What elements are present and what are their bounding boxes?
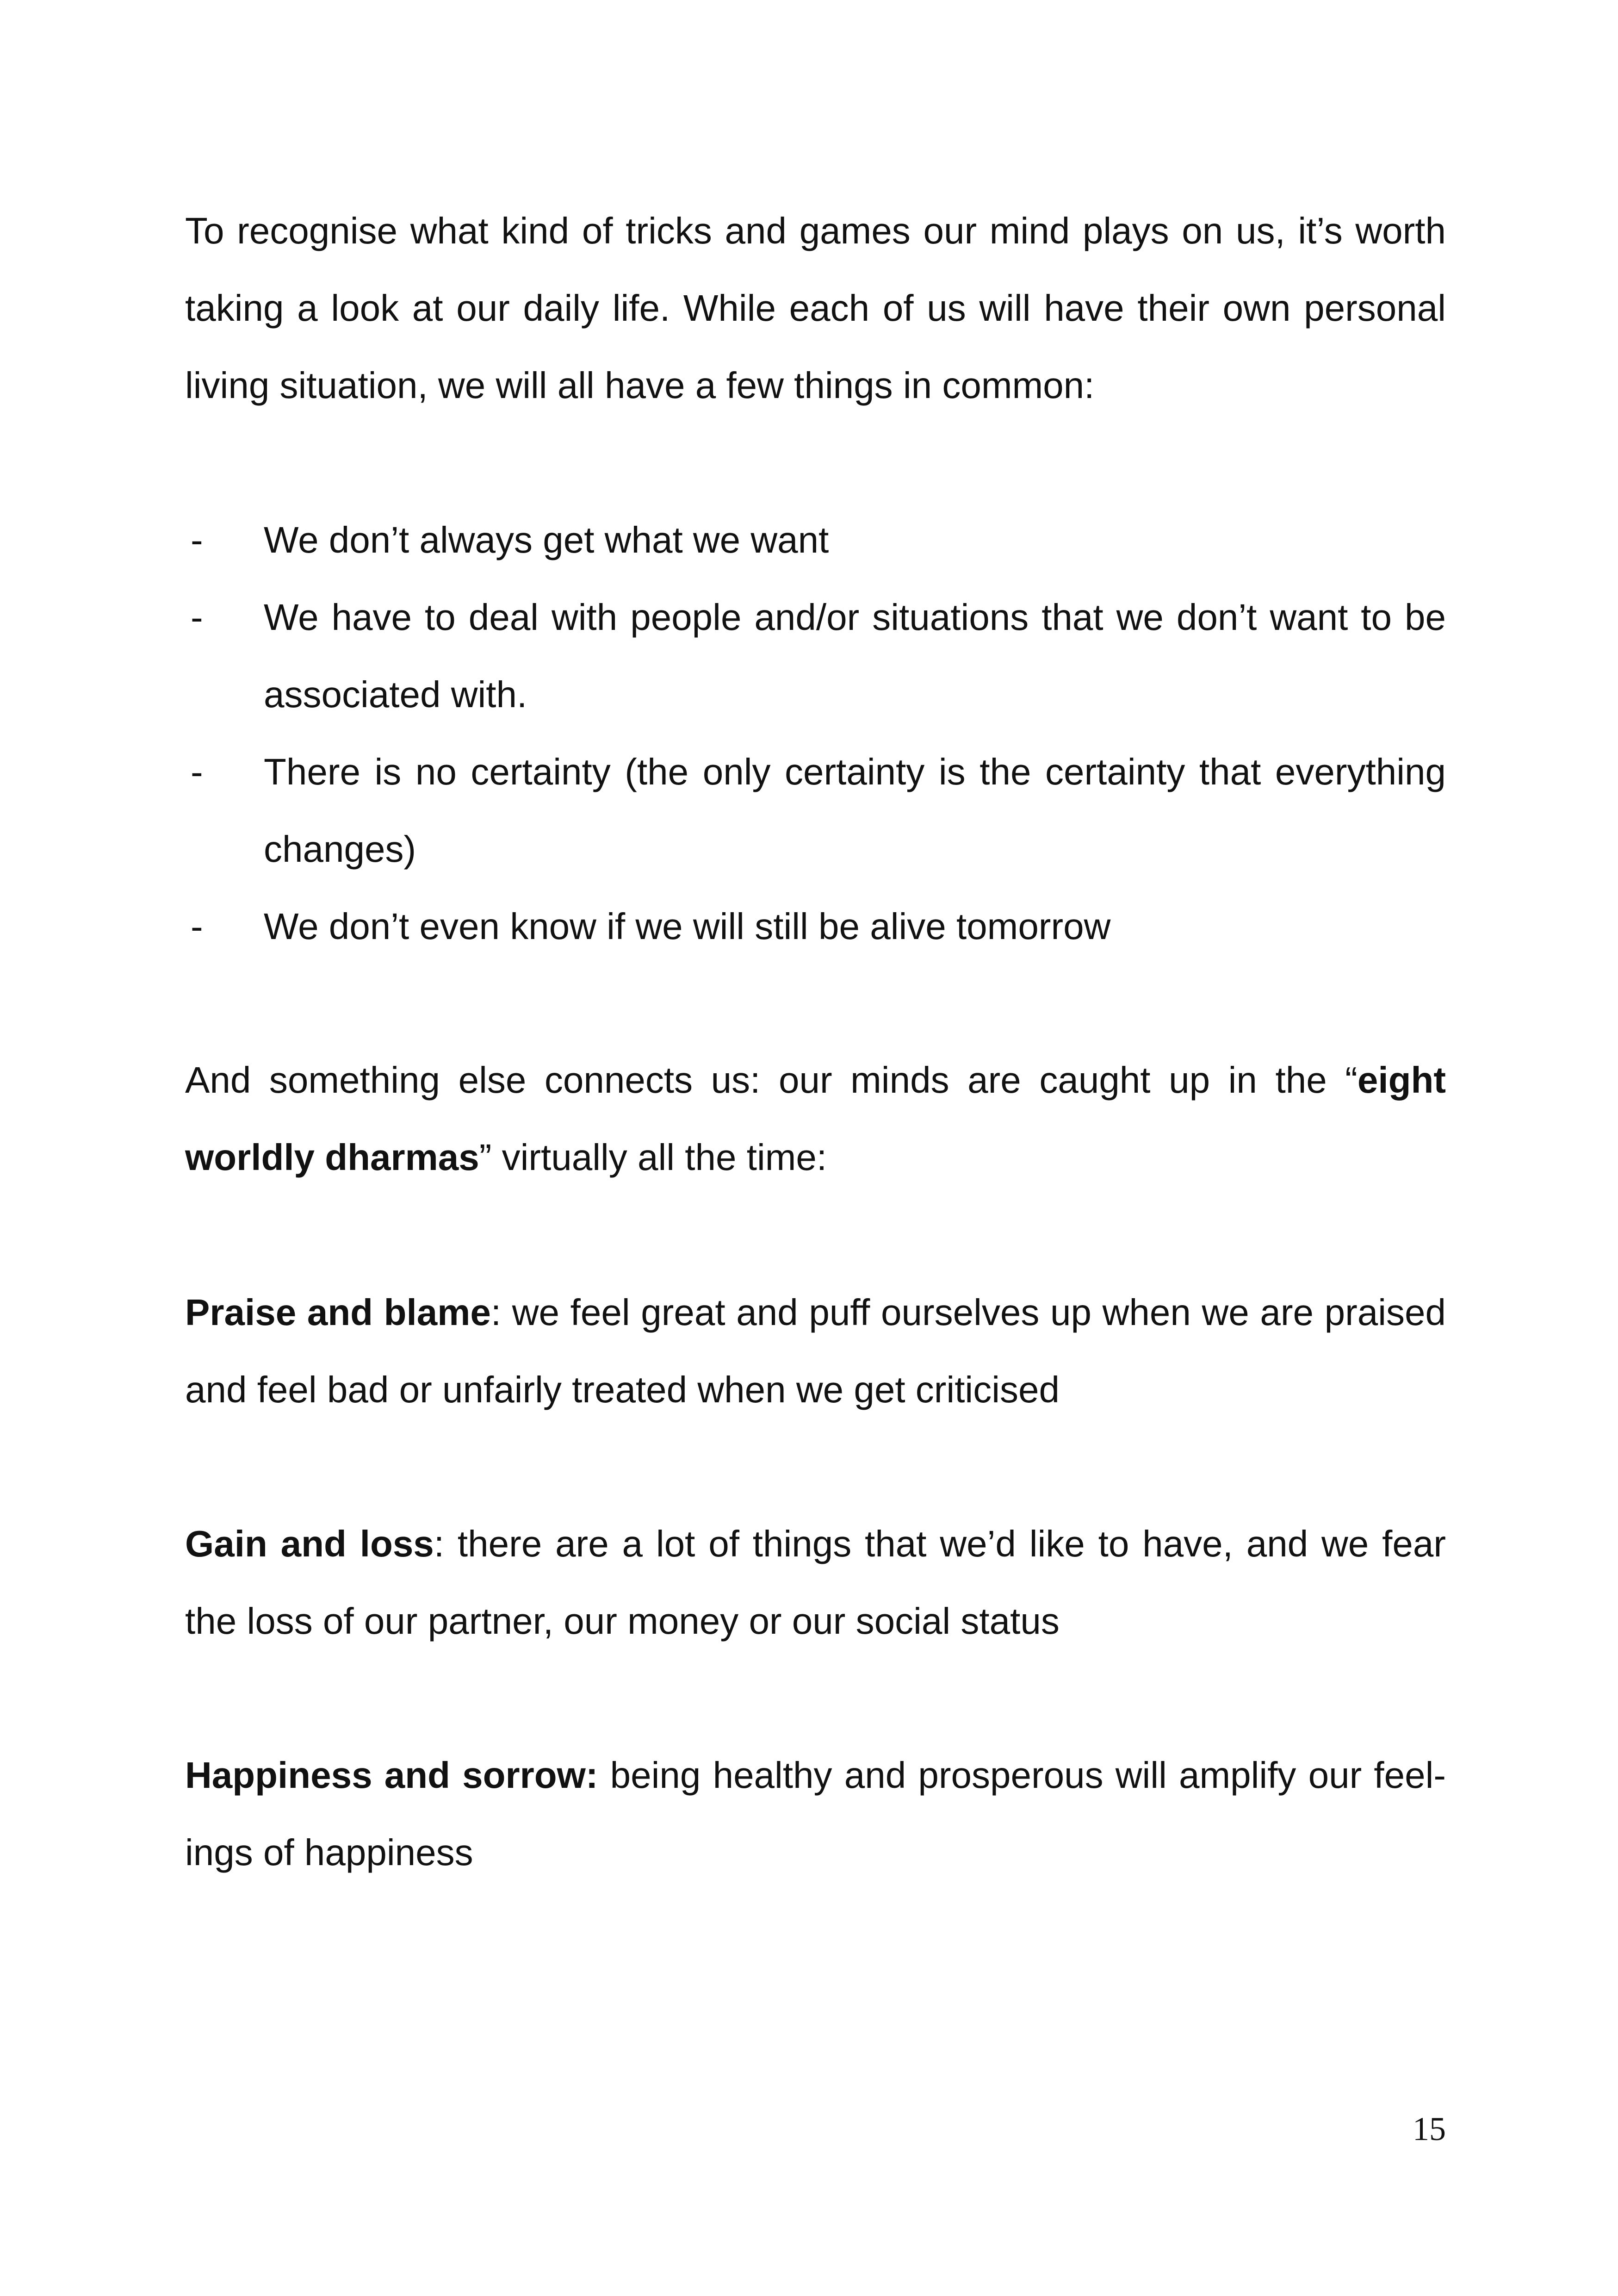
list-item-text: We don’t always get what we want <box>264 519 829 560</box>
list-item <box>185 501 1446 579</box>
list-item <box>185 579 1446 733</box>
bullet-dash: - <box>191 906 203 947</box>
list-item-text: There is no certainty (the only certainty is the certainty that everything changes) <box>264 751 1446 870</box>
list-item-text: We have to deal with people and/or situations that we don’t want to be associated with. <box>264 597 1446 715</box>
intro-paragraph: To recognise what kind of tricks and games our mind plays on us, it’s worth taking a look at our daily life. While each of us will have their own personal living situation, we will all have a few things in common: <box>185 210 1446 406</box>
connects-text-after: ” virtually all the time: <box>479 1137 827 1178</box>
dharma-term: Happiness and sorrow: <box>185 1755 598 1796</box>
dharma-description: : there are a lot of things that we’d like to have, and we fear the loss of our partner, our money or our social status <box>185 1523 1446 1642</box>
bullet-dash: - <box>191 751 203 792</box>
list-item <box>185 733 1446 888</box>
dharma-description: being healthy and prosperous will amplify our feelings of happiness <box>185 1755 1446 1873</box>
bullet-dash: - <box>191 519 203 560</box>
praise-blame-paragraph <box>185 1274 1446 1428</box>
page-number: 15 <box>1413 2110 1446 2147</box>
happiness-sorrow-paragraph <box>185 1736 1446 1891</box>
gain-loss-paragraph <box>185 1505 1446 1660</box>
connects-text-before: And something else connects us: our minds are caught up in the “ <box>185 1059 1358 1101</box>
dharma-term: Praise and blame <box>185 1292 491 1333</box>
eight-worldly-dharmas-term: eight worldly dharmas <box>185 1059 1446 1178</box>
dharma-description: : we feel great and puff ourselves up when we are praised and feel bad or unfairly treated when we get criticised <box>185 1292 1446 1410</box>
list-item <box>185 888 1446 965</box>
dharma-term: Gain and loss <box>185 1523 434 1564</box>
list-item-text: We don’t even know if we will still be alive tomorrow <box>264 906 1111 947</box>
connects-paragraph <box>185 1041 1446 1196</box>
common-things-list <box>185 501 1446 965</box>
bullet-dash: - <box>191 597 203 638</box>
